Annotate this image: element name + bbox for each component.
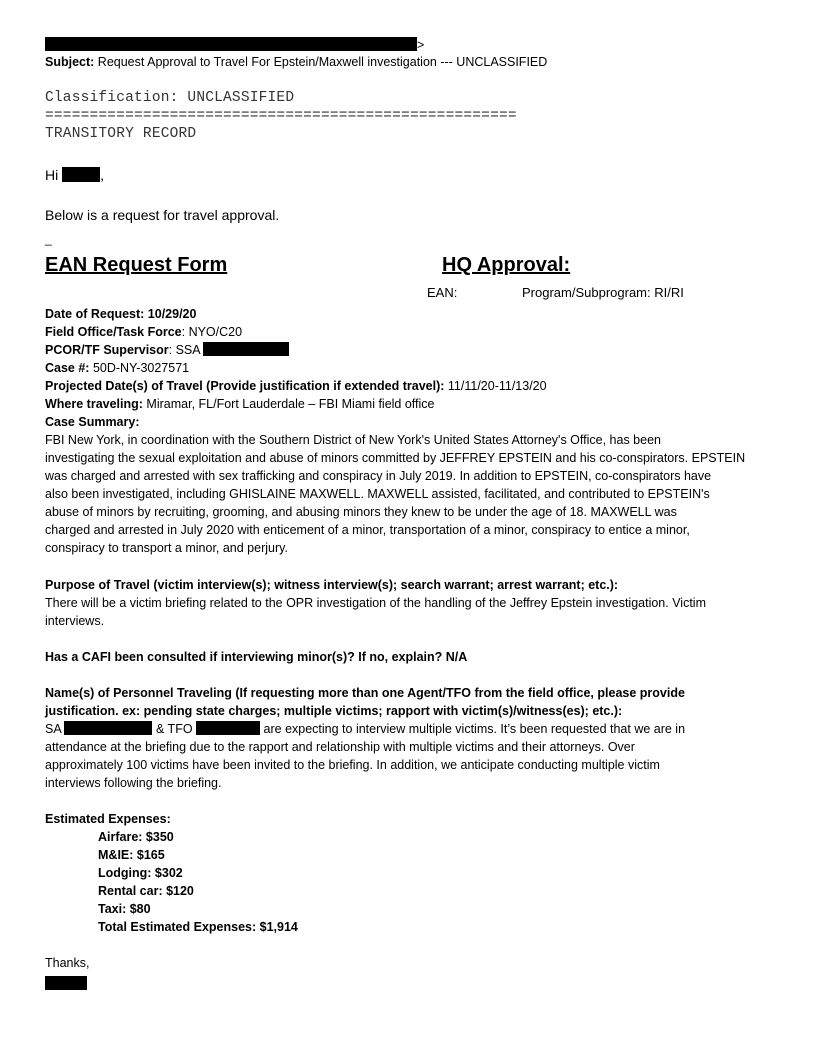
form-title: EAN Request Form: [45, 254, 228, 276]
expense-mie: M&IE: $165: [98, 848, 165, 862]
where-traveling: [45, 395, 435, 413]
case-number-value: 50D-NY-3027571: [92, 361, 190, 375]
supervisor-value: : SSA: [168, 343, 200, 357]
travel-dates: [45, 377, 547, 395]
case-number-label: Case #:: [45, 361, 90, 375]
cafi-question: [45, 648, 467, 666]
ean-label: EAN:: [427, 285, 458, 300]
case-summary-line: charged and arrested in July 2020 with enticement of a minor, transportation of a minor, conspiracy to entice a minor,: [45, 523, 690, 537]
personnel-label: [45, 702, 622, 720]
expense-item: [98, 882, 194, 900]
redaction-block: [62, 167, 100, 182]
field-office-label: Field Office/Task Force: [45, 325, 182, 339]
expense-item: [98, 864, 183, 882]
case-summary-line: FBI New York, in coordination with the Southern District of New York's United States Attorney's Office, has been: [45, 433, 661, 447]
signature-redaction: [45, 975, 87, 993]
purpose-heading: Purpose of Travel (victim interview(s); witness interview(s); search warrant; arrest warrant; etc.):: [45, 578, 619, 592]
classification-separator: =====================================================: [45, 108, 517, 124]
case-number: [45, 359, 189, 377]
expense-item: [98, 846, 165, 864]
where-traveling-value: Miramar, FL/Fort Lauderdale – FBI Miami field office: [146, 397, 435, 411]
expenses-label: [45, 810, 171, 828]
redaction-block: [203, 342, 289, 356]
personnel-label: [45, 684, 685, 702]
expense-lodging: Lodging: $302: [98, 866, 183, 880]
redaction-block: [45, 37, 417, 51]
personnel-sa: SA: [45, 722, 61, 736]
date-of-request-label: Date of Request: 10/29/20: [45, 307, 197, 321]
classification-banner: Classification: UNCLASSIFIED: [45, 90, 295, 106]
greeting: [45, 165, 104, 185]
purpose-line: interviews.: [45, 614, 105, 628]
expense-item: [98, 900, 151, 918]
closing-thanks: Thanks,: [45, 956, 90, 970]
personnel-heading-line: Name(s) of Personnel Traveling (If requesting more than one Agent/TFO from the field office, please provide: [45, 686, 685, 700]
expense-item: [98, 918, 298, 936]
date-of-request: [45, 305, 196, 323]
expense-airfare: Airfare: $350: [98, 830, 174, 844]
subject-value: Request Approval to Travel For Epstein/Maxwell investigation --- UNCLASSIFIED: [97, 55, 548, 69]
program-label: Program/Subprogram: RI/RI: [522, 285, 684, 300]
underscore-mark: _: [45, 232, 52, 246]
case-summary-label: [45, 413, 140, 431]
personnel-heading-line: justification. ex: pending state charges; multiple victims; rapport with victim(s)/witness(es); etc.):: [45, 704, 623, 718]
personnel-line-rest: are expecting to interview multiple victims. It’s been requested that we are in: [263, 722, 686, 736]
subject-line: [45, 53, 547, 71]
personnel-line: [45, 720, 685, 738]
personnel-tfo: & TFO: [155, 722, 193, 736]
expenses-heading: Estimated Expenses:: [45, 812, 171, 826]
travel-dates-value: 11/11/20-11/13/20: [447, 379, 547, 393]
case-summary-line: was charged and arrested with sex trafficking and conspiracy in July 2019. In addition to EPSTEIN, co-conspirators have: [45, 469, 712, 483]
redaction-block: [64, 721, 152, 735]
case-summary-line: investigating the sexual exploitation and abuse of minors committed by JEFFREY EPSTEIN and his co-conspirators. EPSTEIN: [45, 451, 746, 465]
personnel-line: approximately 100 victims have been invited to the briefing. In addition, we anticipate conducting multiple victim: [45, 758, 660, 772]
recipient-suffix: >: [417, 38, 425, 52]
case-summary-line: conspiracy to transport a minor, and perjury.: [45, 541, 288, 555]
expense-item: [98, 828, 174, 846]
greeting-prefix: Hi: [45, 167, 59, 183]
redaction-block: [45, 976, 87, 990]
expense-total: Total Estimated Expenses: $1,914: [98, 920, 298, 934]
purpose-line: There will be a victim briefing related to the OPR investigation of the handling of the Jeffrey Epstein investigation. Victim: [45, 596, 706, 610]
case-summary-line: abuse of minors by recruiting, grooming, and abusing minors they knew to be under the age of 18. MAXWELL was: [45, 505, 677, 519]
expense-taxi: Taxi: $80: [98, 902, 151, 916]
record-type: TRANSITORY RECORD: [45, 126, 197, 142]
recipient-line: [45, 36, 424, 54]
intro-text: Below is a request for travel approval.: [45, 207, 280, 223]
cafi-heading: Has a CAFI been consulted if interviewing minor(s)? If no, explain? N/A: [45, 650, 468, 664]
hq-approval-title: HQ Approval:: [442, 254, 571, 276]
expense-rental-car: Rental car: $120: [98, 884, 194, 898]
field-office-value: : NYO/C20: [181, 325, 243, 339]
personnel-line: interviews following the briefing.: [45, 776, 222, 790]
case-summary-heading: Case Summary:: [45, 415, 140, 429]
subject-label: Subject:: [45, 55, 95, 69]
where-traveling-label: Where traveling:: [45, 397, 143, 411]
travel-dates-label: Projected Date(s) of Travel (Provide justification if extended travel):: [45, 379, 445, 393]
supervisor-label: PCOR/TF Supervisor: [45, 343, 169, 357]
case-summary-line: also been investigated, including GHISLAINE MAXWELL. MAXWELL assisted, facilitated, and contributed to EPSTEIN's: [45, 487, 710, 501]
personnel-line: attendance at the briefing due to the rapport and relationship with multiple victims and their attorneys. Over: [45, 740, 635, 754]
field-office: [45, 323, 242, 341]
redaction-block: [196, 721, 260, 735]
purpose-label: [45, 576, 618, 594]
greeting-suffix: ,: [100, 167, 105, 183]
supervisor: [45, 341, 289, 359]
